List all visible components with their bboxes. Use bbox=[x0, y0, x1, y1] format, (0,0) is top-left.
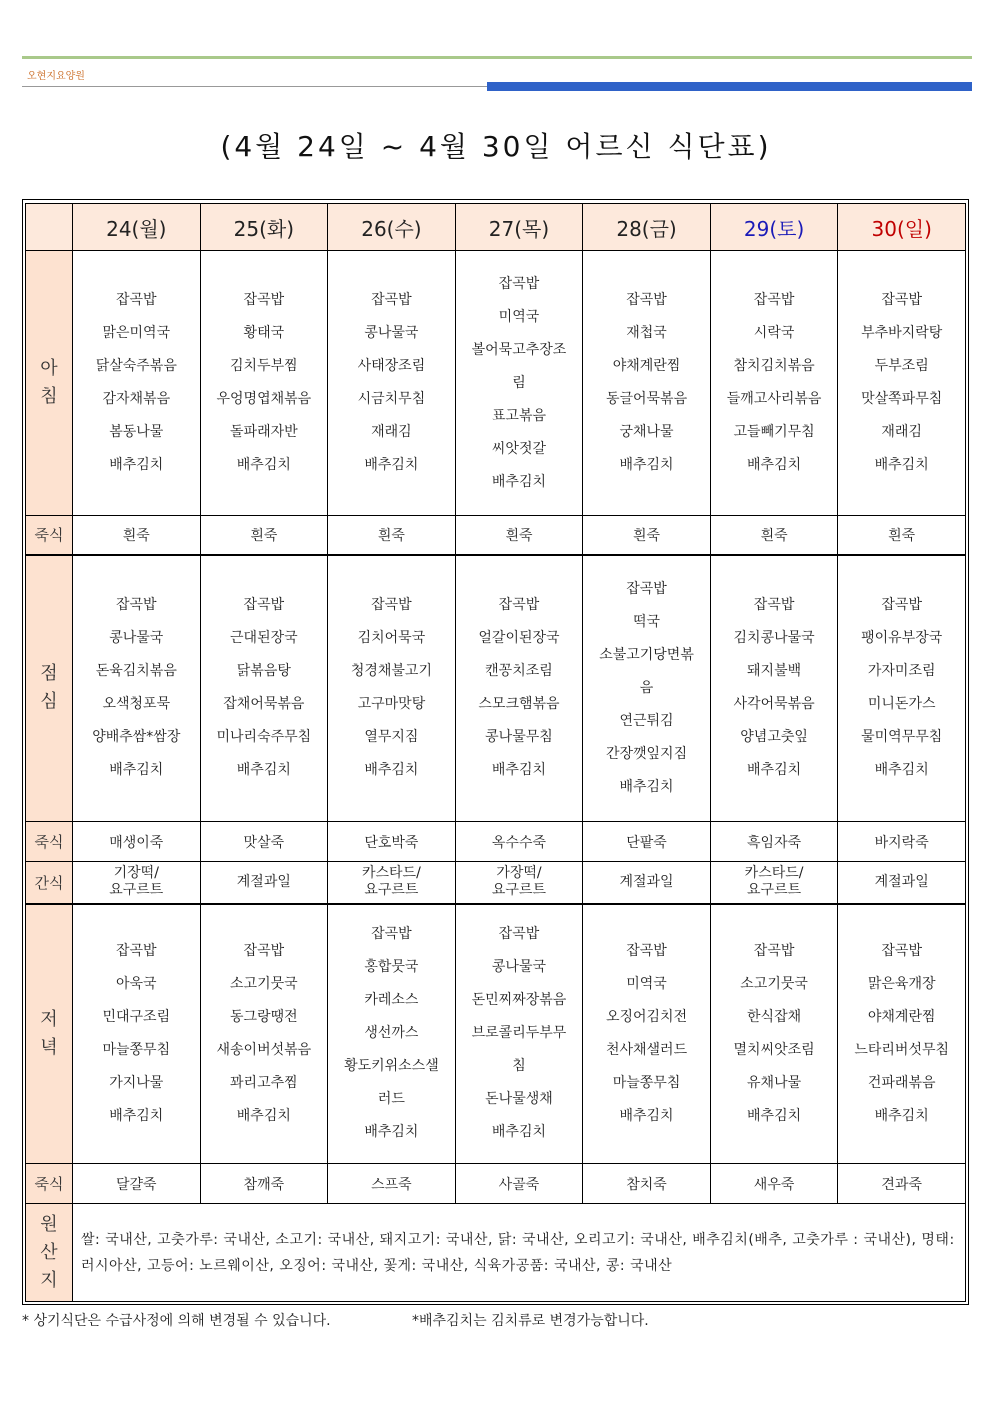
menu-item: 청경채불고기 bbox=[350, 663, 432, 680]
menu-item: 봄동나물 bbox=[109, 424, 164, 440]
row-label-char: 지 bbox=[40, 1269, 58, 1291]
menu-item: 꽈리고추찜 bbox=[230, 1074, 298, 1091]
menu-item: 잡곡밥 bbox=[626, 292, 667, 308]
dinner-menu-cell bbox=[73, 904, 201, 1164]
menu-item: 잡곡밥 bbox=[498, 926, 540, 943]
menu-item: 부추바지락탕 bbox=[861, 325, 943, 341]
menu-item: 잡곡밥 bbox=[626, 942, 667, 959]
snack-cell bbox=[838, 862, 966, 904]
menu-item: 새송이버섯볶음 bbox=[216, 1041, 312, 1058]
row-label bbox=[26, 904, 73, 1164]
menu-item: 동그랑땡전 bbox=[230, 1008, 298, 1025]
menu-item: 간장깻잎지짐 bbox=[605, 745, 688, 762]
menu-item: 우엉명엽채볶음 bbox=[216, 391, 312, 407]
menu-item: 배추김치 bbox=[236, 762, 291, 779]
menu-item: 민대구조림 bbox=[102, 1008, 171, 1025]
menu-item: 잡곡밥 bbox=[371, 292, 412, 308]
dinner-menu-cell bbox=[838, 904, 966, 1164]
menu-item: 떡국 bbox=[633, 613, 661, 630]
day-header-row bbox=[26, 204, 966, 251]
menu-item: 건파래볶음 bbox=[867, 1074, 936, 1091]
lunch-porridge-cell: 단호박죽 bbox=[328, 822, 456, 862]
day-header: 24(월) bbox=[73, 204, 201, 251]
row-label bbox=[26, 555, 73, 822]
corner-cell bbox=[26, 204, 73, 251]
row-label: 죽식 bbox=[26, 1164, 73, 1204]
breakfast-porridge-cell: 흰죽 bbox=[73, 516, 201, 555]
snack-cell bbox=[710, 862, 838, 904]
row-label: 죽식 bbox=[26, 516, 73, 555]
dinner-porridge-cell: 참깨죽 bbox=[200, 1164, 328, 1204]
menu-item: 김치두부찜 bbox=[230, 358, 298, 374]
breakfast-porridge-cell: 흰죽 bbox=[710, 516, 838, 555]
menu-item: 재래김 bbox=[371, 424, 412, 440]
day-header: 27(목) bbox=[455, 204, 583, 251]
menu-item: 배추김치 bbox=[109, 762, 164, 779]
row-label: 간식 bbox=[26, 862, 73, 904]
menu-item: 잡곡밥 bbox=[498, 597, 540, 614]
menu-item: 표고볶음 bbox=[491, 407, 547, 424]
menu-item: 사태장조림 bbox=[357, 358, 426, 374]
lunch-menu-cell bbox=[73, 555, 201, 822]
menu-item: 잡곡밥 bbox=[881, 292, 922, 308]
menu-item: 마늘쫑무침 bbox=[612, 1074, 681, 1091]
menu-item: 배추김치 bbox=[874, 762, 929, 779]
breakfast-menu-cell bbox=[838, 251, 966, 516]
footnote-schedule: * 상기식단은 수급사정에 의해 변경될 수 있습니다. bbox=[22, 1313, 331, 1329]
menu-item: 잡곡밥 bbox=[881, 597, 922, 614]
menu-item: 아욱국 bbox=[115, 975, 157, 992]
lunch-menu-cell bbox=[328, 555, 456, 822]
menu-item: 잡곡밥 bbox=[243, 292, 285, 308]
lunch-menu-cell bbox=[710, 555, 838, 822]
menu-item: 콩나물국 bbox=[364, 325, 419, 341]
menu-item: 배추김치 bbox=[619, 457, 674, 473]
dinner-menu-cell bbox=[455, 904, 583, 1164]
menu-item: 가지나물 bbox=[109, 1074, 164, 1091]
menu-item: 캔꽁치조림 bbox=[485, 663, 553, 680]
breakfast-menu-cell bbox=[583, 251, 711, 516]
snack-cell bbox=[328, 862, 456, 904]
menu-item: 물미역무무침 bbox=[861, 729, 943, 746]
lunch-porridge-cell: 흑임자죽 bbox=[710, 822, 838, 862]
menu-item: 잡곡밥 bbox=[371, 597, 412, 614]
menu-item: 열무지짐 bbox=[364, 729, 419, 746]
menu-item: 유채나물 bbox=[747, 1074, 802, 1091]
menu-item: 잡곡밥 bbox=[371, 926, 412, 943]
dinner-porridge-cell: 참치죽 bbox=[583, 1164, 711, 1204]
row-label-char: 산 bbox=[40, 1241, 58, 1263]
dinner-menu-cell bbox=[328, 904, 456, 1164]
menu-item: 맛살쪽파무침 bbox=[861, 391, 943, 407]
menu-item: 돼지불백 bbox=[747, 663, 802, 680]
menu-item: 잡채어묵볶음 bbox=[223, 696, 305, 713]
dinner-porridge-cell: 사골죽 bbox=[455, 1164, 583, 1204]
menu-item: 볼어묵고추장조 bbox=[471, 341, 567, 358]
menu-item: 팽이유부장국 bbox=[861, 630, 943, 647]
menu-item: 마늘쫑무침 bbox=[102, 1041, 171, 1058]
menu-item: 오색청포묵 bbox=[102, 696, 171, 713]
menu-item: 배추김치 bbox=[619, 778, 674, 795]
menu-item: 김치콩나물국 bbox=[733, 630, 815, 647]
snack-cell bbox=[583, 862, 711, 904]
snack-item: 요구르트 bbox=[109, 882, 164, 899]
row-label-char: 심 bbox=[40, 691, 58, 713]
breakfast-porridge-cell: 흰죽 bbox=[455, 516, 583, 555]
menu-item: 음 bbox=[639, 679, 654, 696]
menu-item: 사각어묵볶음 bbox=[733, 696, 815, 713]
menu-item: 림 bbox=[512, 374, 526, 391]
menu-item: 시락국 bbox=[753, 325, 795, 341]
snack-item: 요구르트 bbox=[491, 882, 547, 899]
dinner-porridge-cell: 견과죽 bbox=[838, 1164, 966, 1204]
menu-item: 시금치무침 bbox=[357, 391, 426, 407]
menu-item: 배추김치 bbox=[747, 1107, 802, 1124]
snack-item: 카스타드/ bbox=[744, 865, 804, 882]
breakfast-menu-cell bbox=[73, 251, 201, 516]
menu-item: 잡곡밥 bbox=[753, 597, 795, 614]
snack-item: 계절과일 bbox=[619, 873, 674, 890]
page-title: (4월 24일 ~ 4월 30일 어르신 식단표) bbox=[220, 130, 772, 163]
lunch-porridge-cell: 옥수수죽 bbox=[455, 822, 583, 862]
menu-item: 배추김치 bbox=[109, 1107, 164, 1124]
menu-item: 연근튀김 bbox=[619, 712, 674, 729]
origin-row bbox=[26, 1204, 966, 1302]
snack-cell bbox=[455, 862, 583, 904]
menu-item: 두부조림 bbox=[874, 358, 929, 374]
lunch-menu-cell bbox=[200, 555, 328, 822]
lunch-porridge-cell: 바지락죽 bbox=[838, 822, 966, 862]
menu-item: 배추김치 bbox=[236, 457, 291, 473]
menu-item: 소불고기당면볶 bbox=[599, 646, 694, 663]
dinner-porridge-cell: 새우죽 bbox=[710, 1164, 838, 1204]
menu-item: 배추김치 bbox=[747, 762, 802, 779]
footnote-kimchi: *배추김치는 김치류로 변경가능합니다. bbox=[412, 1313, 649, 1329]
menu-item: 근대된장국 bbox=[230, 630, 298, 647]
snack-item: 카스타드/ bbox=[361, 865, 421, 882]
menu-item: 돈민찌짜장볶음 bbox=[471, 992, 567, 1009]
menu-item: 양념고춧잎 bbox=[740, 729, 808, 746]
row-label bbox=[26, 251, 73, 516]
row-label-char: 원 bbox=[40, 1213, 58, 1235]
breakfast-porridge-row bbox=[26, 516, 966, 555]
header-green-rule bbox=[22, 56, 972, 59]
menu-item: 소고기뭇국 bbox=[230, 975, 298, 992]
menu-item: 잡곡밥 bbox=[115, 942, 157, 959]
menu-item: 배추김치 bbox=[619, 1107, 674, 1124]
menu-item: 배추김치 bbox=[747, 457, 802, 473]
menu-item: 야채계란찜 bbox=[867, 1008, 936, 1025]
row-label-char: 침 bbox=[40, 386, 58, 407]
menu-item: 잡곡밥 bbox=[753, 292, 795, 308]
menu-item: 미역국 bbox=[626, 975, 667, 992]
snack-row bbox=[26, 862, 966, 904]
menu-item: 카레소스 bbox=[364, 992, 419, 1009]
row-label bbox=[26, 1204, 73, 1302]
breakfast-porridge-cell: 흰죽 bbox=[583, 516, 711, 555]
lunch-menu-cell bbox=[583, 555, 711, 822]
menu-item: 미니돈가스 bbox=[867, 696, 936, 713]
snack-item: 요구르트 bbox=[747, 882, 802, 899]
menu-item: 홍합뭇국 bbox=[364, 959, 419, 976]
menu-item: 러드 bbox=[377, 1091, 405, 1108]
menu-item: 배추김치 bbox=[364, 457, 419, 473]
dinner-porridge-row bbox=[26, 1164, 966, 1204]
menu-item: 황도키위소스샐 bbox=[344, 1058, 439, 1075]
menu-item: 느타리버섯무침 bbox=[854, 1041, 950, 1058]
menu-item: 동글어묵볶음 bbox=[605, 391, 688, 407]
day-header: 26(수) bbox=[328, 204, 456, 251]
menu-item: 배추김치 bbox=[874, 1107, 929, 1124]
menu-item: 돈나물생채 bbox=[485, 1091, 553, 1108]
menu-item: 돌파래자반 bbox=[230, 424, 298, 440]
dinner-row bbox=[26, 904, 966, 1164]
lunch-row bbox=[26, 555, 966, 822]
snack-item: 기장떡/ bbox=[113, 865, 159, 882]
menu-item: 맑은육개장 bbox=[867, 975, 936, 992]
row-label-char: 저 bbox=[40, 1008, 58, 1030]
breakfast-menu-cell bbox=[455, 251, 583, 516]
dinner-menu-cell bbox=[200, 904, 328, 1164]
row-label-char: 아 bbox=[40, 358, 58, 379]
menu-item: 궁채나물 bbox=[619, 424, 674, 440]
breakfast-menu-cell bbox=[200, 251, 328, 516]
header-gray-rule bbox=[22, 86, 487, 87]
snack-item: 가장떡/ bbox=[496, 865, 542, 882]
menu-item: 배추김치 bbox=[364, 762, 419, 779]
menu-item: 야채계란찜 bbox=[612, 358, 681, 374]
menu-item: 잡곡밥 bbox=[626, 580, 667, 597]
row-label: 죽식 bbox=[26, 822, 73, 862]
menu-item: 잡곡밥 bbox=[115, 597, 157, 614]
menu-item: 들깨고사리볶음 bbox=[726, 391, 822, 407]
day-header: 28(금) bbox=[583, 204, 711, 251]
menu-item: 씨앗젓갈 bbox=[491, 440, 547, 457]
day-header: 25(화) bbox=[200, 204, 328, 251]
breakfast-row bbox=[26, 251, 966, 516]
menu-item: 배추김치 bbox=[236, 1107, 291, 1124]
menu-item: 참치김치볶음 bbox=[733, 358, 815, 374]
menu-item: 스모크햄볶음 bbox=[478, 696, 560, 713]
breakfast-porridge-cell: 흰죽 bbox=[328, 516, 456, 555]
snack-item: 요구르트 bbox=[364, 882, 419, 899]
menu-item: 배추김치 bbox=[491, 762, 547, 779]
lunch-menu-cell bbox=[455, 555, 583, 822]
menu-item: 잡곡밥 bbox=[881, 942, 922, 959]
menu-item: 잡곡밥 bbox=[243, 942, 285, 959]
menu-item: 배추김치 bbox=[364, 1124, 419, 1141]
snack-item: 계절과일 bbox=[874, 873, 929, 890]
menu-item: 멸치씨앗조림 bbox=[733, 1041, 815, 1058]
menu-item: 브로콜리두부무 bbox=[471, 1025, 567, 1042]
menu-item: 감자채볶음 bbox=[102, 391, 171, 407]
menu-item: 고구마맛탕 bbox=[357, 696, 426, 713]
menu-item: 배추김치 bbox=[491, 1124, 547, 1141]
header-blue-bar bbox=[487, 82, 972, 91]
org-name: 오현지요양원 bbox=[27, 71, 85, 82]
menu-item: 잡곡밥 bbox=[498, 275, 540, 292]
menu-item: 재첩국 bbox=[626, 325, 667, 341]
dinner-menu-cell bbox=[583, 904, 711, 1164]
day-header: 30(일) bbox=[838, 204, 966, 251]
menu-item: 배추김치 bbox=[491, 473, 547, 490]
menu-item: 얼갈이된장국 bbox=[478, 630, 560, 647]
lunch-porridge-cell: 매생이죽 bbox=[73, 822, 201, 862]
menu-item: 소고기뭇국 bbox=[740, 975, 808, 992]
origin-text: 쌀: 국내산, 고춧가루: 국내산, 소고기: 국내산, 돼지고기: 국내산, 닭: 국내산, 오리고기: 국내산, 배추김치(배추, 고춧가루 : 국내산), 명태: 러시아산, 고등어: 노르웨이산, 오징어: 국내산, 꽃게: 국내산, 식육가공품: 국내산, 콩: 국내산 bbox=[73, 1204, 966, 1302]
menu-item: 침 bbox=[512, 1058, 526, 1075]
menu-item: 고들빼기무침 bbox=[733, 424, 815, 440]
lunch-porridge-cell: 단팥죽 bbox=[583, 822, 711, 862]
lunch-porridge-cell: 맛살죽 bbox=[200, 822, 328, 862]
lunch-menu-cell bbox=[838, 555, 966, 822]
menu-item: 한식잡채 bbox=[747, 1008, 802, 1025]
menu-item: 미나리숙주무침 bbox=[216, 729, 312, 746]
menu-item: 오징어김치전 bbox=[605, 1008, 688, 1025]
menu-item: 가자미조림 bbox=[867, 663, 936, 680]
menu-item: 양배추쌈*쌈장 bbox=[92, 729, 181, 746]
breakfast-menu-cell bbox=[710, 251, 838, 516]
breakfast-porridge-cell: 흰죽 bbox=[200, 516, 328, 555]
dinner-menu-cell bbox=[710, 904, 838, 1164]
menu-item: 닭볶음탕 bbox=[236, 663, 291, 680]
day-header: 29(토) bbox=[710, 204, 838, 251]
menu-table bbox=[25, 203, 966, 1302]
menu-item: 콩나물무침 bbox=[485, 729, 553, 746]
menu-item: 배추김치 bbox=[109, 457, 164, 473]
menu-item: 돈육김치볶음 bbox=[95, 663, 177, 680]
snack-item: 계절과일 bbox=[236, 873, 291, 890]
menu-item: 맑은미역국 bbox=[102, 325, 171, 341]
menu-item: 잡곡밥 bbox=[243, 597, 285, 614]
breakfast-porridge-cell: 흰죽 bbox=[838, 516, 966, 555]
menu-item: 재래김 bbox=[881, 424, 922, 440]
menu-item: 미역국 bbox=[498, 308, 540, 325]
menu-item: 황태국 bbox=[243, 325, 285, 341]
dinner-porridge-cell: 달걀죽 bbox=[73, 1164, 201, 1204]
menu-item: 잡곡밥 bbox=[115, 292, 157, 308]
dinner-porridge-cell: 스프죽 bbox=[328, 1164, 456, 1204]
row-label-char: 녁 bbox=[40, 1036, 58, 1058]
menu-item: 김치어묵국 bbox=[357, 630, 426, 647]
lunch-porridge-row bbox=[26, 822, 966, 862]
menu-item: 잡곡밥 bbox=[753, 942, 795, 959]
snack-cell bbox=[73, 862, 201, 904]
menu-item: 배추김치 bbox=[874, 457, 929, 473]
menu-item: 생선까스 bbox=[364, 1025, 419, 1042]
menu-item: 천사채샐러드 bbox=[605, 1041, 688, 1058]
breakfast-menu-cell bbox=[328, 251, 456, 516]
menu-item: 콩나물국 bbox=[491, 959, 547, 976]
snack-cell bbox=[200, 862, 328, 904]
menu-item: 닭살숙주볶음 bbox=[95, 358, 177, 374]
row-label-char: 점 bbox=[40, 663, 58, 685]
menu-item: 콩나물국 bbox=[109, 630, 164, 647]
